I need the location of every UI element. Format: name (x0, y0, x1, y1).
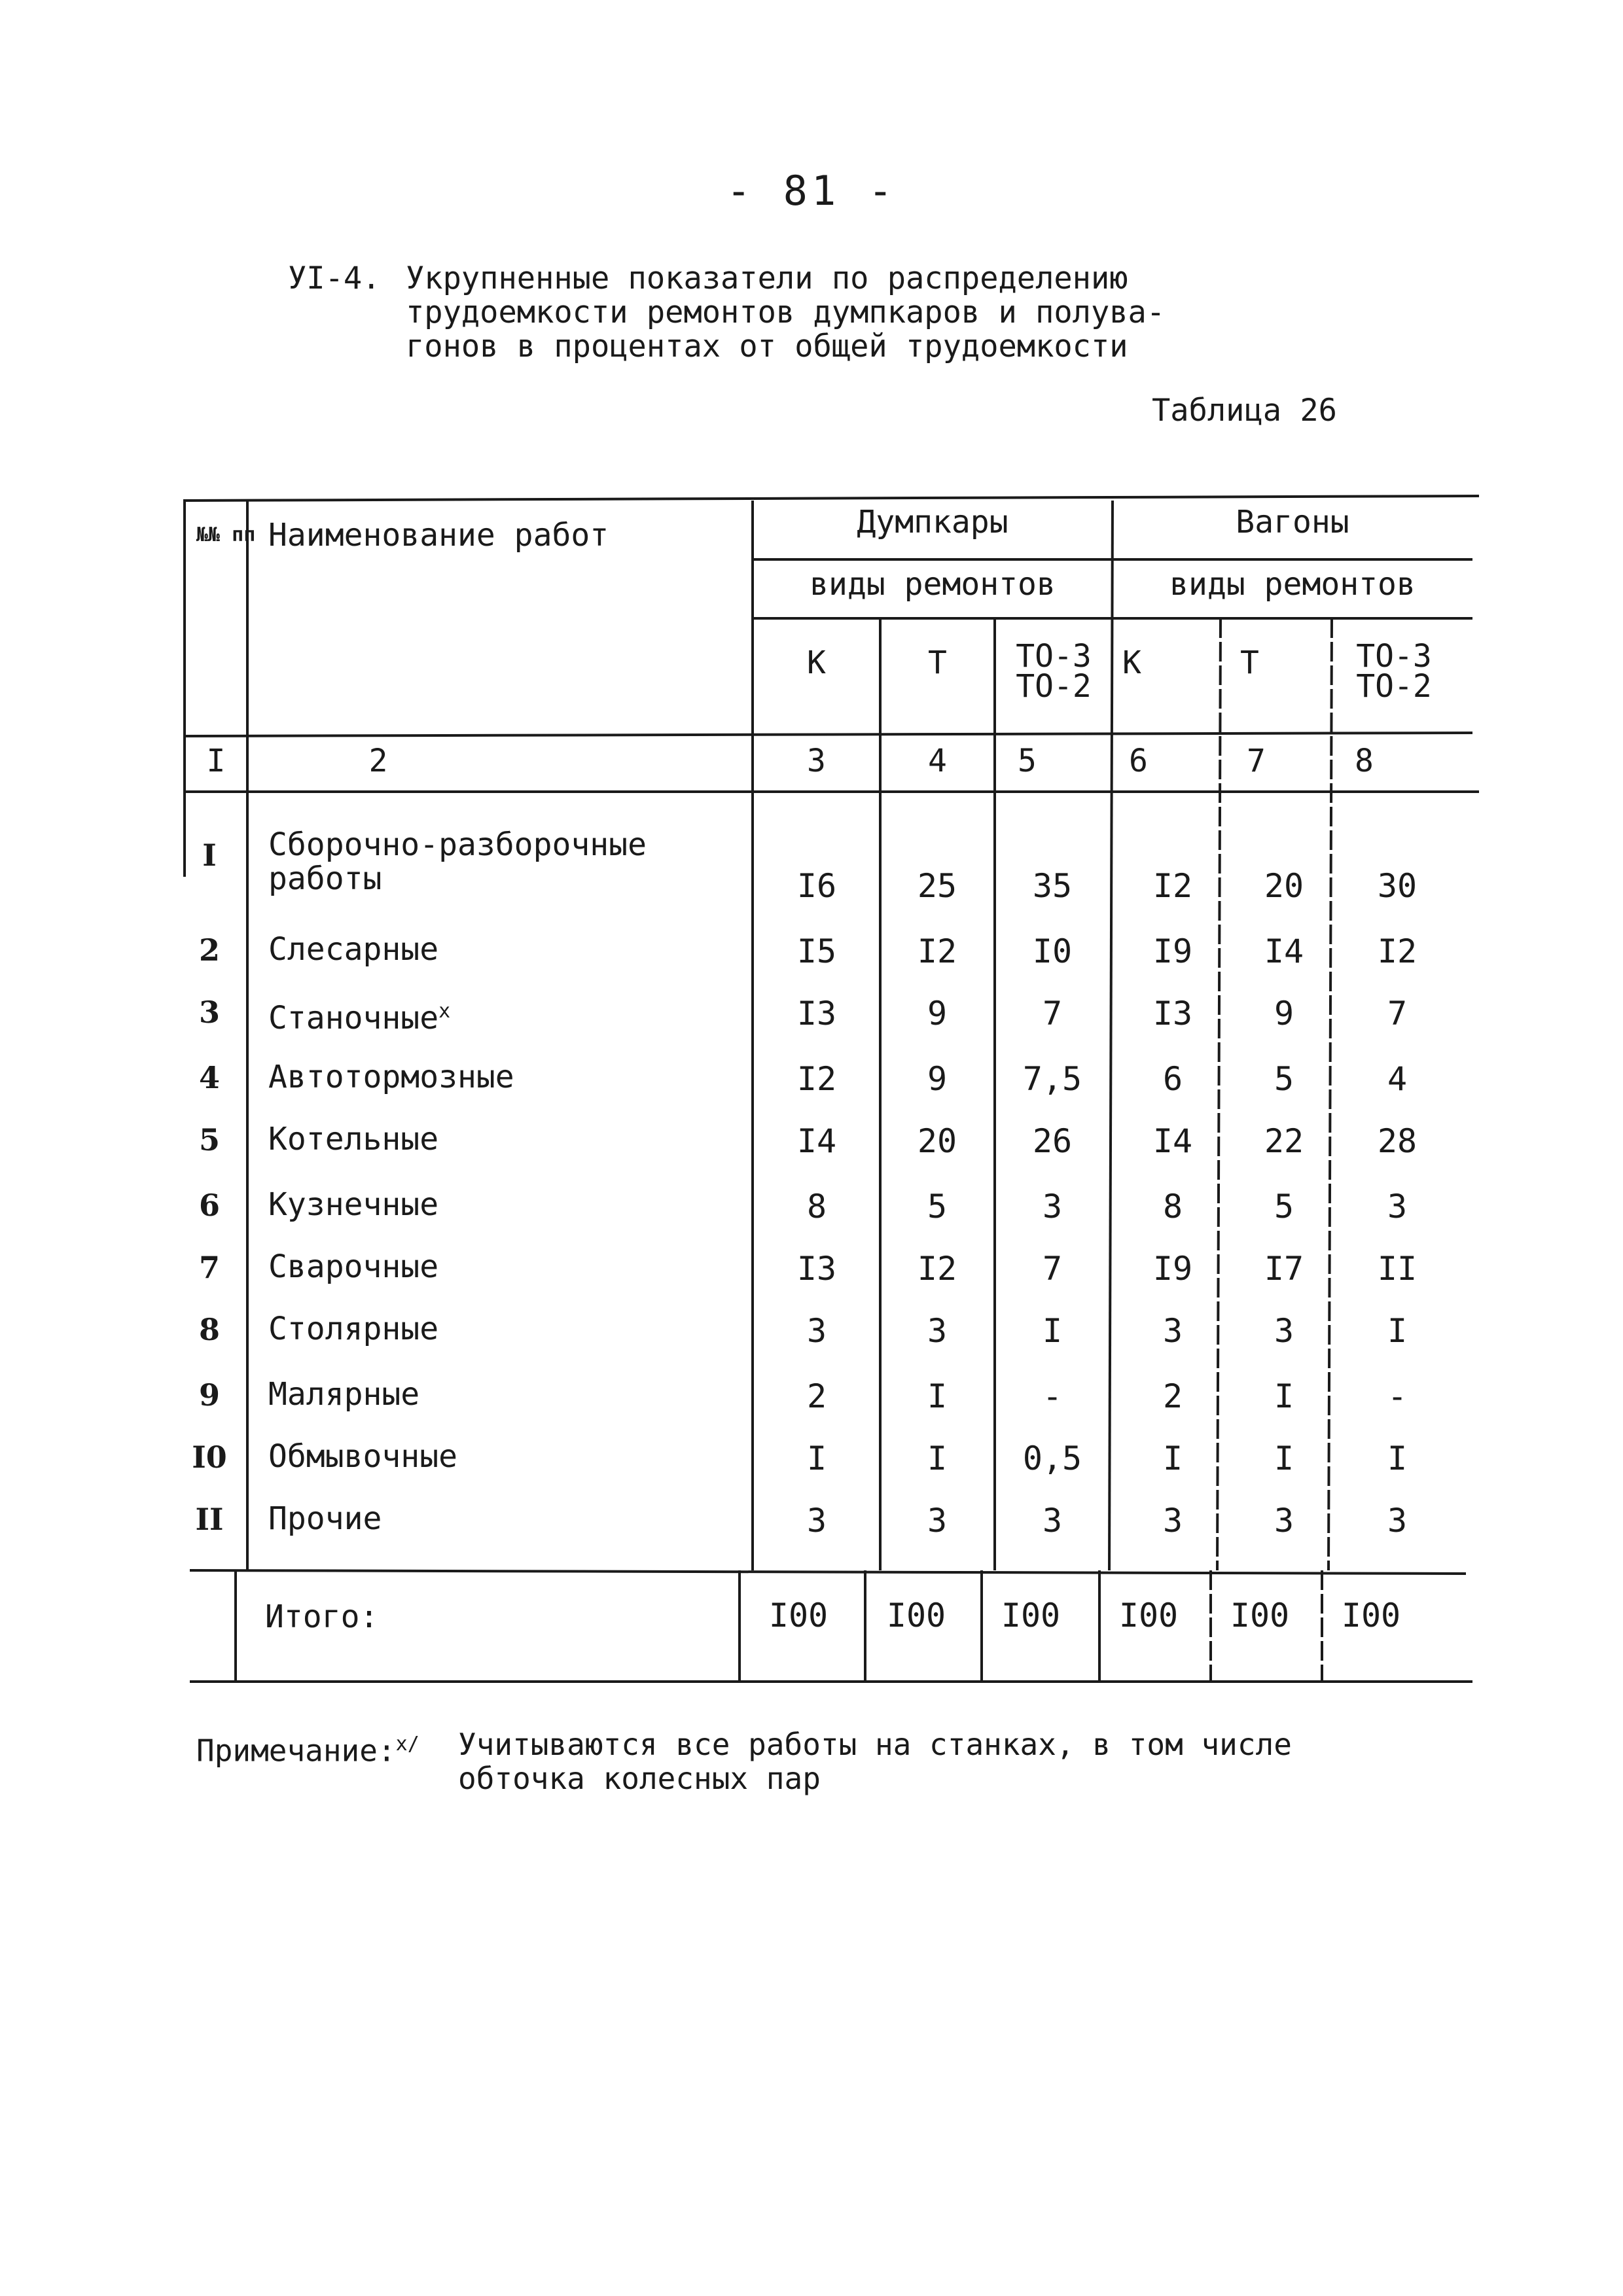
table-cell: 7 (1042, 1250, 1063, 1288)
table-cell: I (806, 1439, 827, 1477)
table-cell: 35 (1032, 867, 1073, 905)
row-name-text: Сборочно-разборочные работы (268, 826, 647, 897)
table-cell: 2 (806, 1377, 827, 1415)
row-name (268, 932, 438, 966)
row-name-text: Станочные (268, 1000, 439, 1036)
row-number: 4 (198, 1060, 220, 1095)
row-number: 2 (198, 932, 220, 968)
table-cell: 9 (927, 1060, 948, 1098)
row-name (268, 1122, 438, 1156)
table-cell: 3 (806, 1312, 827, 1350)
total-label: Итого: (265, 1598, 379, 1635)
total-cell: I00 (1118, 1597, 1179, 1634)
total-cell: I00 (1001, 1597, 1061, 1634)
table-cell: I0 (1032, 932, 1073, 970)
table-cell: II (1377, 1250, 1418, 1288)
row-name-text: Котельные (268, 1121, 439, 1157)
table-cell: 5 (1274, 1188, 1294, 1226)
row-name-text: Автотормозные (268, 1059, 514, 1095)
row-name-text: Кузнечные (268, 1186, 439, 1223)
row-number: 3 (198, 995, 220, 1030)
header-col-t: Т (928, 645, 947, 681)
table-cell: I2 (917, 1250, 957, 1288)
row-name-text: Прочие (268, 1500, 382, 1537)
col-number: 5 (1018, 743, 1037, 779)
footnote-mark: x/ (395, 1733, 419, 1756)
col-number: 3 (807, 743, 826, 779)
total-cell: I00 (1341, 1597, 1401, 1634)
footnote-text (458, 1727, 1440, 1795)
table-cell: 7,5 (1022, 1060, 1082, 1098)
table-cell: 2 (1162, 1377, 1183, 1415)
header-group-dumpcars: Думпкары (857, 504, 1008, 540)
table-cell: 5 (927, 1188, 948, 1226)
table-cell: I2 (1152, 867, 1193, 905)
table-cell: I3 (796, 1250, 837, 1288)
table-cell: 22 (1264, 1122, 1304, 1160)
table-cell: 5 (1274, 1060, 1294, 1098)
table-cell: 25 (917, 867, 957, 905)
row-name (268, 1312, 438, 1346)
header-col-to: ТО-3 ТО-2 (1016, 638, 1092, 705)
col-number: 8 (1355, 743, 1374, 779)
table-cell: I (927, 1377, 948, 1415)
total-cell: I00 (886, 1597, 946, 1634)
section-title-line: трудоемкости ремонтов думпкаров и полува- (406, 294, 1166, 330)
header-col-k: К (807, 645, 826, 681)
table-cell: - (1042, 1377, 1063, 1415)
row-number: 8 (198, 1312, 220, 1347)
footnote-label-text: Примечание: (196, 1733, 396, 1769)
col-number: I (206, 743, 226, 779)
table-cell: 3 (1274, 1502, 1294, 1540)
row-name (268, 1188, 438, 1222)
table-cell: I (1274, 1377, 1294, 1415)
row-number: 9 (198, 1377, 220, 1413)
table-cell: 3 (1387, 1502, 1408, 1540)
table-label: Таблица 26 (1152, 393, 1337, 429)
table-cell: 7 (1387, 995, 1408, 1033)
table-cell: 3 (927, 1312, 948, 1350)
table-cell: 3 (806, 1502, 827, 1540)
row-name (268, 1250, 438, 1284)
header-col-t2: Т (1240, 645, 1259, 681)
footnote-label (196, 1727, 419, 1767)
row-number: II (195, 1502, 224, 1537)
row-number: 6 (198, 1188, 220, 1223)
table-cell: 28 (1377, 1122, 1418, 1160)
table-cell: I2 (1377, 932, 1418, 970)
header-col-to2: ТО-3 ТО-2 (1356, 638, 1432, 705)
table-cell: 3 (927, 1502, 948, 1540)
row-name (268, 828, 694, 896)
table-cell: 9 (1274, 995, 1294, 1033)
table-cell: I (1162, 1439, 1183, 1477)
total-cell: I00 (1230, 1597, 1290, 1634)
table-cell: I2 (796, 1060, 837, 1098)
row-name (268, 1060, 514, 1094)
row-number: I0 (192, 1439, 227, 1475)
col-number: 2 (368, 743, 388, 779)
table-cell: I4 (1152, 1122, 1193, 1160)
table-cell: I7 (1264, 1250, 1304, 1288)
table-cell: 3 (1274, 1312, 1294, 1350)
table-cell: I (1042, 1312, 1063, 1350)
footnote-line: Учитываются все работы на станках, в том числе (458, 1727, 1292, 1762)
header-group-wagons: Вагоны (1236, 504, 1349, 540)
table-cell: 0,5 (1022, 1439, 1082, 1477)
table-cell: 8 (1162, 1188, 1183, 1226)
row-name-text: Малярные (268, 1376, 420, 1413)
table-cell: 9 (927, 995, 948, 1033)
row-number: 5 (198, 1122, 220, 1157)
table-cell: 3 (1042, 1502, 1063, 1540)
header-subgroup-wagons: виды ремонтов (1169, 566, 1416, 603)
col-number: 4 (928, 743, 947, 779)
table-cell: 3 (1162, 1312, 1183, 1350)
row-number: 7 (198, 1250, 220, 1285)
header-subgroup-dumpcars: виды ремонтов (810, 566, 1056, 603)
footnote-mark: x (438, 1000, 451, 1023)
table-cell: 3 (1042, 1188, 1063, 1226)
table-cell: 8 (806, 1188, 827, 1226)
table-cell: I3 (796, 995, 837, 1033)
table-cell: I (1387, 1312, 1408, 1350)
table-cell: 3 (1162, 1502, 1183, 1540)
row-name-text: Обмывочные (268, 1438, 457, 1475)
table-cell: I2 (917, 932, 957, 970)
header-name-col: Наименование работ (268, 517, 609, 554)
total-cell: I00 (768, 1597, 829, 1634)
header-num-col: №№ пп (196, 523, 256, 546)
row-name-text: Столярные (268, 1311, 439, 1347)
row-name-text: Слесарные (268, 931, 439, 968)
table-cell: I9 (1152, 1250, 1193, 1288)
table-cell: 6 (1162, 1060, 1183, 1098)
table-cell: 4 (1387, 1060, 1408, 1098)
table-cell: 26 (1032, 1122, 1073, 1160)
row-name (268, 1377, 419, 1411)
table-cell: 20 (917, 1122, 957, 1160)
row-name (268, 1439, 457, 1474)
col-number: 7 (1247, 743, 1266, 779)
table-cell: 30 (1377, 867, 1418, 905)
row-name-text: Сварочные (268, 1248, 439, 1285)
row-name (268, 995, 450, 1035)
section-title-line: Укрупненные показатели по распределению (406, 260, 1128, 296)
page-number: - 81 - (726, 167, 897, 215)
row-name (268, 1502, 382, 1536)
table-cell: 3 (1387, 1188, 1408, 1226)
table-cell: I (1387, 1439, 1408, 1477)
table-cell: I3 (1152, 995, 1193, 1033)
table-cell: 7 (1042, 995, 1063, 1033)
table-cell: I (1274, 1439, 1294, 1477)
header-col-k2: К (1122, 645, 1141, 681)
table-cell: 20 (1264, 867, 1304, 905)
table-cell: I9 (1152, 932, 1193, 970)
table-cell: I6 (796, 867, 837, 905)
table-cell: I (927, 1439, 948, 1477)
section-title-line: гонов в процентах от общей трудоемкости (406, 328, 1128, 364)
table-cell: I4 (1264, 932, 1304, 970)
table-cell: I5 (796, 932, 837, 970)
table-cell: - (1387, 1377, 1408, 1415)
col-number: 6 (1129, 743, 1148, 779)
table-cell: I4 (796, 1122, 837, 1160)
section-number: УI-4. (288, 260, 381, 296)
footnote-line: обточка колесных пар (458, 1761, 821, 1796)
row-number: I (202, 838, 217, 873)
